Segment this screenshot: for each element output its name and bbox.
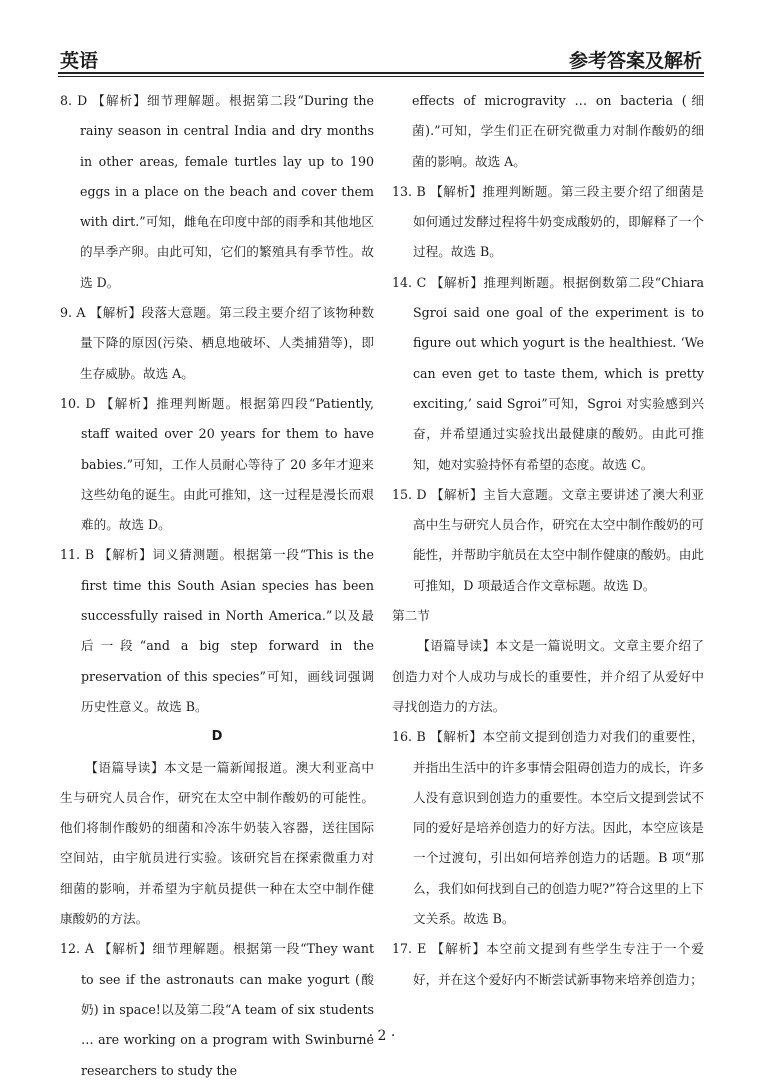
section-heading-d: D	[211, 729, 223, 745]
answer-12-continued: effects of microgravity … on bacteria (细菌).”可知，学生们正在研究微重力对制作酸奶的细菌的影响。故选 A。	[412, 93, 704, 169]
answer-13: 13. B 【解析】推理判断题。第三段主要介绍了细菌是如何通过发酵过程将牛奶变成酸奶的，即解释了一个过程。故选 B。	[392, 183, 704, 260]
answer-15: 15. D 【解析】主旨大意题。文章主要讲述了澳大利亚高中生与研究人员合作，研究在太空中制作酸奶的可能性，并帮助宇航员在太空中制作健康的酸奶。由此可推知，D 项最适合作文章标题。故选 D。	[392, 486, 704, 593]
answer-9: 9. A 【解析】段落大意题。第三段主要介绍了该物种数量下降的原因(污染、栖息地破坏、人类捕猎等)，即生存威胁。故选 A。	[60, 305, 374, 381]
answer-17: 17. E 【解析】本空前文提到有些学生专注于一个爱好，并在这个爱好内不断尝试新事物来培养创造力；	[392, 941, 704, 987]
header-title: 参考答案及解析	[568, 50, 702, 72]
section-heading-2: 第二节	[392, 608, 430, 624]
page-header	[58, 40, 704, 74]
passage-intro-d: 【语篇导读】本文是一篇新闻报道。澳大利亚高中生与研究人员合作，研究在太空中制作酸奶的可能性。他们将制作酸奶的细菌和冷冻牛奶装入容器，送往国际空间站，由宇航员进行实验。该研究旨在探索微重力对细菌的影响，并希望为宇航员提供一种在太空中制作健康酸奶的方法。	[60, 759, 374, 927]
page-number: · 2 ·	[368, 1028, 396, 1044]
answer-12: 12. A 【解析】细节理解题。根据第一段“They want to see if the astronauts can make yogurt (酸奶) in space!以及第二段“A team of six students … are working on a program with Swinburne researchers to study the	[60, 941, 374, 1078]
header-rule-thick	[58, 72, 704, 74]
subject-label: 英语	[60, 50, 99, 72]
answer-11: 11. B 【解析】词义猜测题。根据第一段“This is the first time this South Asian species has been successfully raised in North America.”以及最后一段“and a big step forward in the preservation of this species”可知，画线词强调历史性意义。故选 B。	[60, 547, 374, 714]
answer-16: 16. B 【解析】本空前文提到创造力对我们的重要性，并指出生活中的许多事情会阻碍创造力的成长，许多人没有意识到创造力的重要性。本空后文提到尝试不同的爱好是培养创造力的好方法。因此，本空应该是一个过渡句，引出如何培养创造力的话题。B 项“那么，我们如何找到自己的创造力呢?”符合这里的上下文关系。故选 B。	[392, 729, 704, 927]
answer-10: 10. D 【解析】推理判断题。根据第四段“Patiently, staff waited over 20 years for them to have babies.”可知，工作人员耐心等待了 20 多年才迎来这些幼龟的诞生。由此可推知，这一过程是漫长而艰难的。故选 D。	[60, 395, 374, 533]
answer-8: 8. D 【解析】细节理解题。根据第二段“During the rainy season in central India and dry months in other areas, female turtles lay up to 190 eggs in a place on the beach and cover them with dirt.”可知，雌龟在印度中部的雨季和其他地区的旱季产卵。由此可知，它们的繁殖具有季节性。故选 D。	[60, 93, 374, 290]
passage-intro-2: 【语篇导读】本文是一篇说明文。文章主要介绍了创造力对个人成功与成长的重要性，并介绍了从爱好中寻找创造力的方法。	[392, 638, 704, 714]
right-column	[392, 86, 704, 995]
answer-14: 14. C 【解析】推理判断题。根据倒数第二段“Chiara Sgroi said one goal of the experiment is to figure out which yogurt is the healthiest. ‘We can even get to taste them, which is pretty exciting,’ said Sgroi”可知，Sgroi 对实验感到兴奋，并希望通过实验找出最健康的酸奶。由此可推知，她对实验持怀有希望的态度。故选 C。	[392, 274, 704, 472]
left-column	[60, 86, 374, 1086]
header-rule-thin	[58, 76, 704, 77]
